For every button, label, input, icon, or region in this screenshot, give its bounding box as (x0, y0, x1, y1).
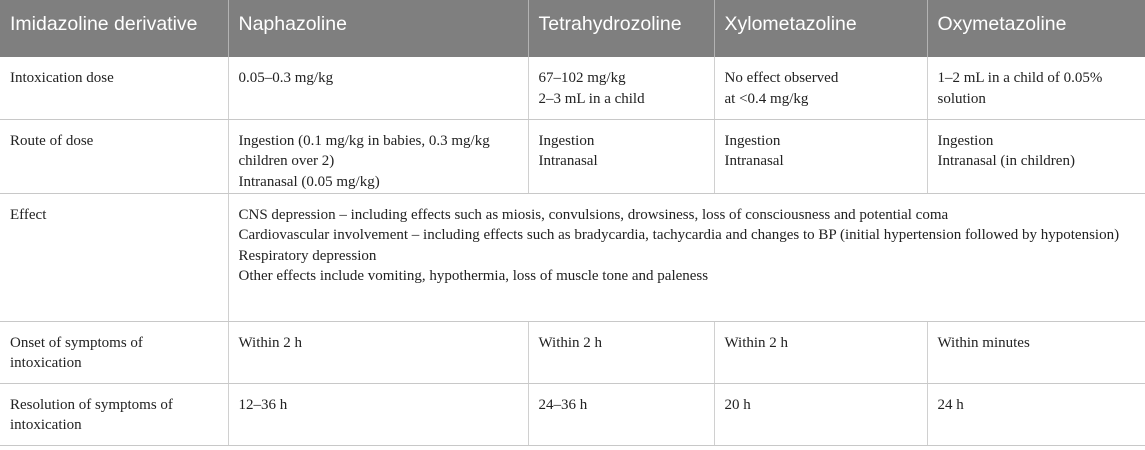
cell-line: 0.05–0.3 mg/kg (238, 70, 334, 86)
cell-line: Intranasal (in children) (937, 153, 1075, 169)
header-imidazoline-derivative: Imidazoline derivative (0, 0, 228, 57)
row-label: Route of dose (0, 119, 228, 193)
cell-xylometazoline (714, 119, 927, 193)
cell-line: Ingestion (937, 132, 994, 149)
table-header-row (0, 0, 1145, 57)
table-row-resolution (0, 383, 1145, 445)
cell-xylometazoline (714, 383, 927, 445)
table-row-intoxication-dose (0, 57, 1145, 119)
cell-line: CNS depression – including effects such as miosis, convulsions, drowsiness, loss of consciousness and potential coma (238, 206, 949, 223)
row-label: Onset of symptoms of intoxication (0, 321, 228, 383)
cell-line: 67–102 mg/kg (538, 70, 626, 86)
header-tetrahydrozoline: Tetrahydrozoline (528, 0, 714, 57)
cell-line: 1–2 mL in a child of 0.05% solution (937, 70, 1103, 107)
cell-line: Within 2 h (538, 334, 603, 351)
cell-line: Ingestion (724, 132, 781, 149)
cell-line: at <0.4 mg/kg (724, 90, 809, 107)
cell-line: No effect observed (724, 70, 839, 86)
cell-line: 24–36 h (538, 396, 588, 413)
header-naphazoline: Naphazoline (228, 0, 528, 57)
cell-effect-all (228, 193, 1145, 321)
table-row-effect (0, 193, 1145, 321)
cell-naphazoline (228, 57, 528, 119)
cell-line: Cardiovascular involvement – including effects such as bradycardia, tachycardia and changes to BP (initial hypertension followed by hypotension) (238, 227, 1120, 243)
cell-oxymetazoline (927, 57, 1145, 119)
cell-naphazoline (228, 119, 528, 193)
table-row-onset (0, 321, 1145, 383)
cell-line: 12–36 h (238, 396, 288, 413)
header-xylometazoline: Xylometazoline (714, 0, 927, 57)
cell-tetrahydrozoline (528, 119, 714, 193)
cell-line: Ingestion (538, 132, 595, 149)
cell-line: Intranasal (538, 153, 598, 169)
cell-line: Ingestion (0.1 mg/kg in babies, 0.3 mg/kg children over 2) (238, 132, 490, 169)
cell-oxymetazoline (927, 383, 1145, 445)
cell-tetrahydrozoline (528, 383, 714, 445)
cell-line: Within 2 h (238, 334, 303, 351)
cell-line: 2–3 mL in a child (538, 90, 645, 107)
cell-xylometazoline (714, 57, 927, 119)
cell-naphazoline (228, 321, 528, 383)
cell-line: 20 h (724, 396, 751, 413)
cell-naphazoline (228, 383, 528, 445)
row-label: Effect (0, 193, 228, 321)
cell-oxymetazoline (927, 119, 1145, 193)
cell-line: Within minutes (937, 334, 1030, 351)
row-label: Intoxication dose (0, 57, 228, 119)
cell-tetrahydrozoline (528, 57, 714, 119)
row-label: Resolution of symptoms of intoxication (0, 383, 228, 445)
cell-line: Respiratory depression (238, 247, 377, 264)
cell-line: 24 h (937, 396, 964, 413)
cell-line: Within 2 h (724, 334, 789, 351)
cell-line: Intranasal (724, 153, 784, 169)
cell-xylometazoline (714, 321, 927, 383)
cell-line: Other effects include vomiting, hypothermia, loss of muscle tone and paleness (238, 268, 709, 284)
cell-tetrahydrozoline (528, 321, 714, 383)
header-oxymetazoline: Oxymetazoline (927, 0, 1145, 57)
cell-line: Intranasal (0.05 mg/kg) (238, 173, 380, 190)
cell-oxymetazoline (927, 321, 1145, 383)
table-row-route-of-dose (0, 119, 1145, 193)
